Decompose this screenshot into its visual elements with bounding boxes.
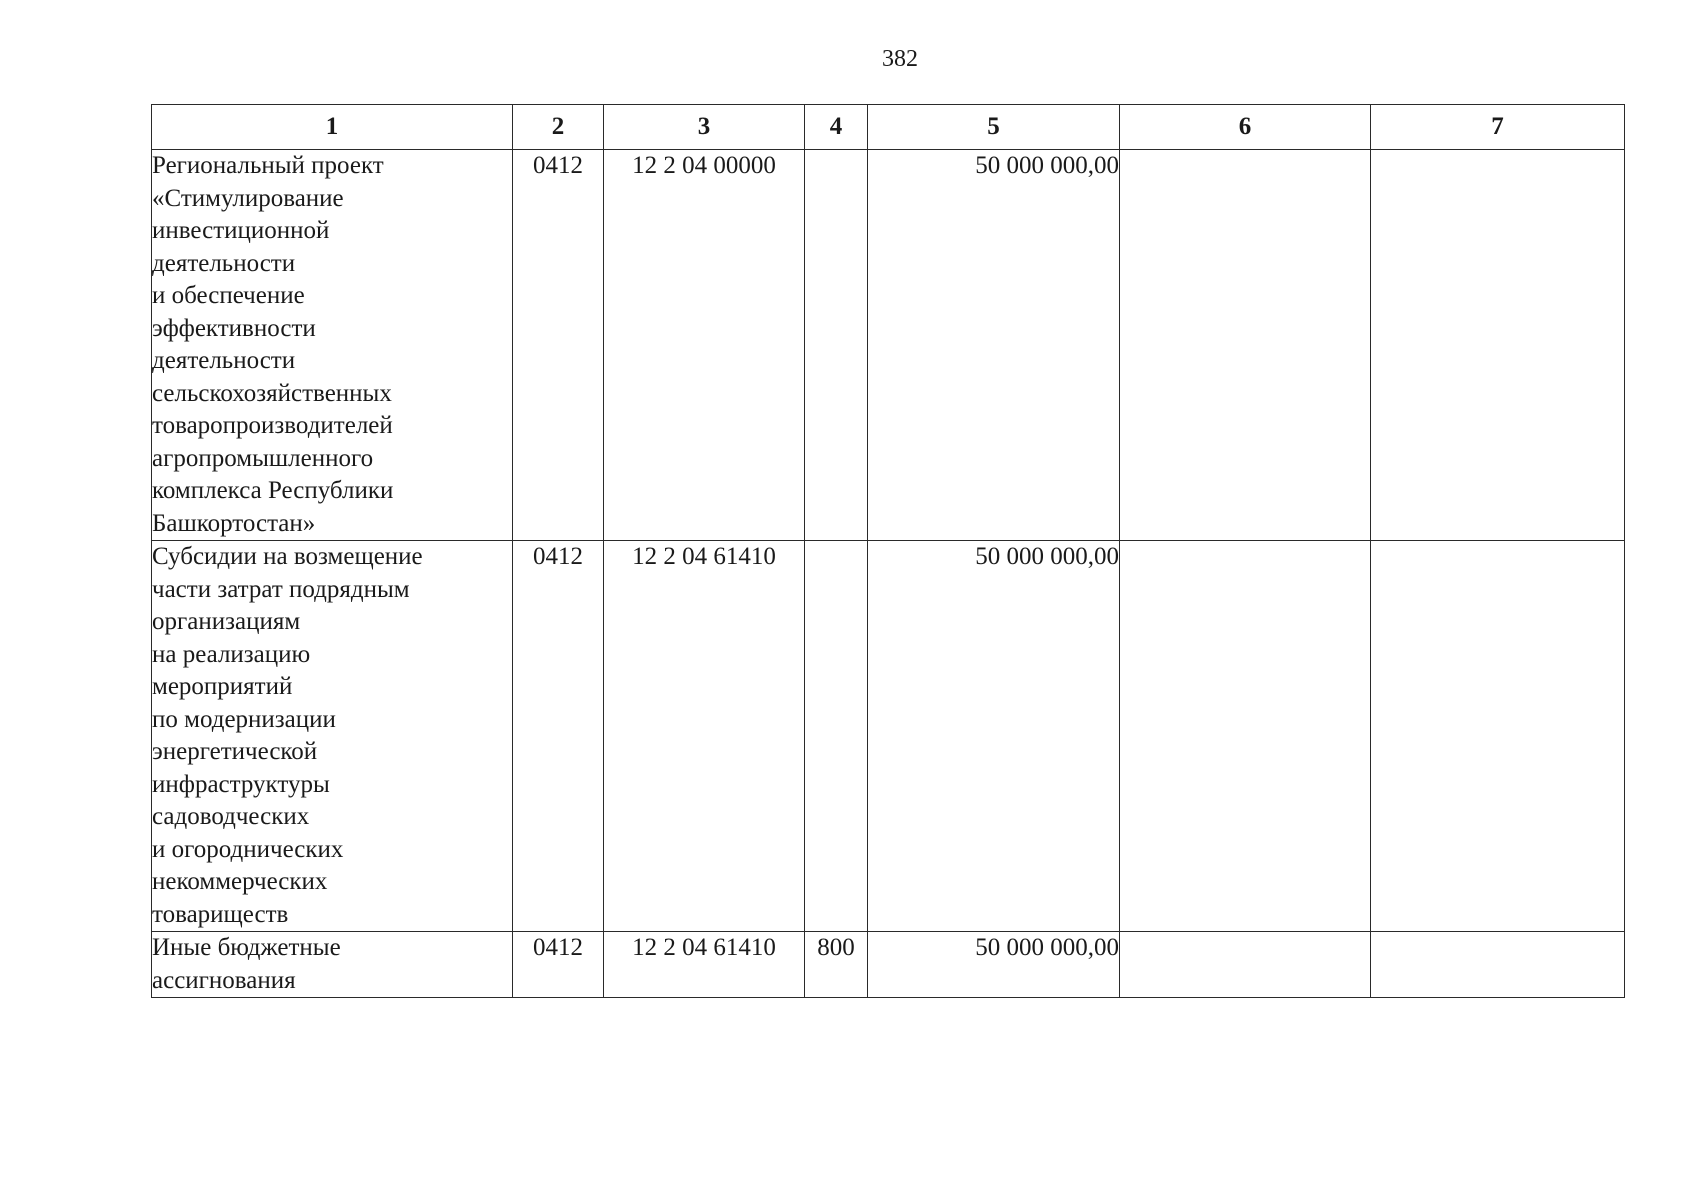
name-line: Субсидии на возмещение: [152, 543, 423, 570]
row-name-cell: [152, 932, 513, 998]
amount-cell: 50 000 000,00: [868, 932, 1120, 998]
name-line: инфраструктуры: [152, 770, 330, 798]
name-line: ассигнования: [152, 966, 296, 994]
table-row: [152, 932, 1625, 998]
name-line: комплекса Республики: [152, 477, 394, 504]
col6-cell: [1120, 932, 1371, 998]
header-col-4: 4: [805, 105, 868, 150]
name-line: садоводческих: [152, 803, 310, 830]
name-line: деятельности: [152, 347, 296, 374]
name-line: энергетической: [152, 738, 318, 765]
section-code-cell: 0412: [513, 932, 604, 998]
name-line: сельскохозяйственных: [152, 379, 392, 407]
target-code-cell: 12 2 04 00000: [604, 150, 805, 541]
row-name-cell: [152, 150, 513, 541]
name-line: и огороднических: [152, 835, 344, 863]
name-line: «Стимулирование: [152, 184, 344, 212]
budget-table: [151, 104, 1625, 998]
header-col-1: 1: [152, 105, 513, 150]
section-code-cell: 0412: [513, 541, 604, 932]
name-line: эффективности: [152, 314, 316, 342]
col7-cell: [1371, 150, 1625, 541]
header-col-7: 7: [1371, 105, 1625, 150]
section-code-cell: 0412: [513, 150, 604, 541]
amount-cell: 50 000 000,00: [868, 541, 1120, 932]
amount-cell: 50 000 000,00: [868, 150, 1120, 541]
name-line: на реализацию: [152, 640, 311, 668]
name-line: инвестиционной: [152, 217, 330, 244]
name-line: мероприятий: [152, 673, 293, 700]
expense-type-cell: [805, 541, 868, 932]
table-row: [152, 541, 1625, 932]
name-line: товаропроизводителей: [152, 412, 393, 439]
table-header-row: [152, 105, 1625, 150]
target-code-cell: 12 2 04 61410: [604, 541, 805, 932]
header-col-5: 5: [868, 105, 1120, 150]
name-line: и обеспечение: [152, 282, 305, 309]
name-line: агропромышленного: [152, 444, 374, 472]
name-line: деятельности: [152, 249, 296, 277]
name-line: товариществ: [152, 900, 289, 928]
expense-type-cell: 800: [805, 932, 868, 998]
name-line: Иные бюджетные: [152, 934, 341, 961]
name-line: Башкортостан»: [152, 509, 316, 537]
name-line: по модернизации: [152, 705, 336, 733]
name-line: Региональный проект: [152, 152, 384, 179]
page-number: 382: [882, 46, 918, 72]
name-line: части затрат подрядным: [152, 575, 410, 603]
table-row: [152, 150, 1625, 541]
target-code-cell: 12 2 04 61410: [604, 932, 805, 998]
name-line: некоммерческих: [152, 868, 328, 895]
header-col-6: 6: [1120, 105, 1371, 150]
col6-cell: [1120, 150, 1371, 541]
col7-cell: [1371, 541, 1625, 932]
name-line: организациям: [152, 608, 301, 635]
col6-cell: [1120, 541, 1371, 932]
row-name-cell: [152, 541, 513, 932]
expense-type-cell: [805, 150, 868, 541]
header-col-3: 3: [604, 105, 805, 150]
header-col-2: 2: [513, 105, 604, 150]
col7-cell: [1371, 932, 1625, 998]
